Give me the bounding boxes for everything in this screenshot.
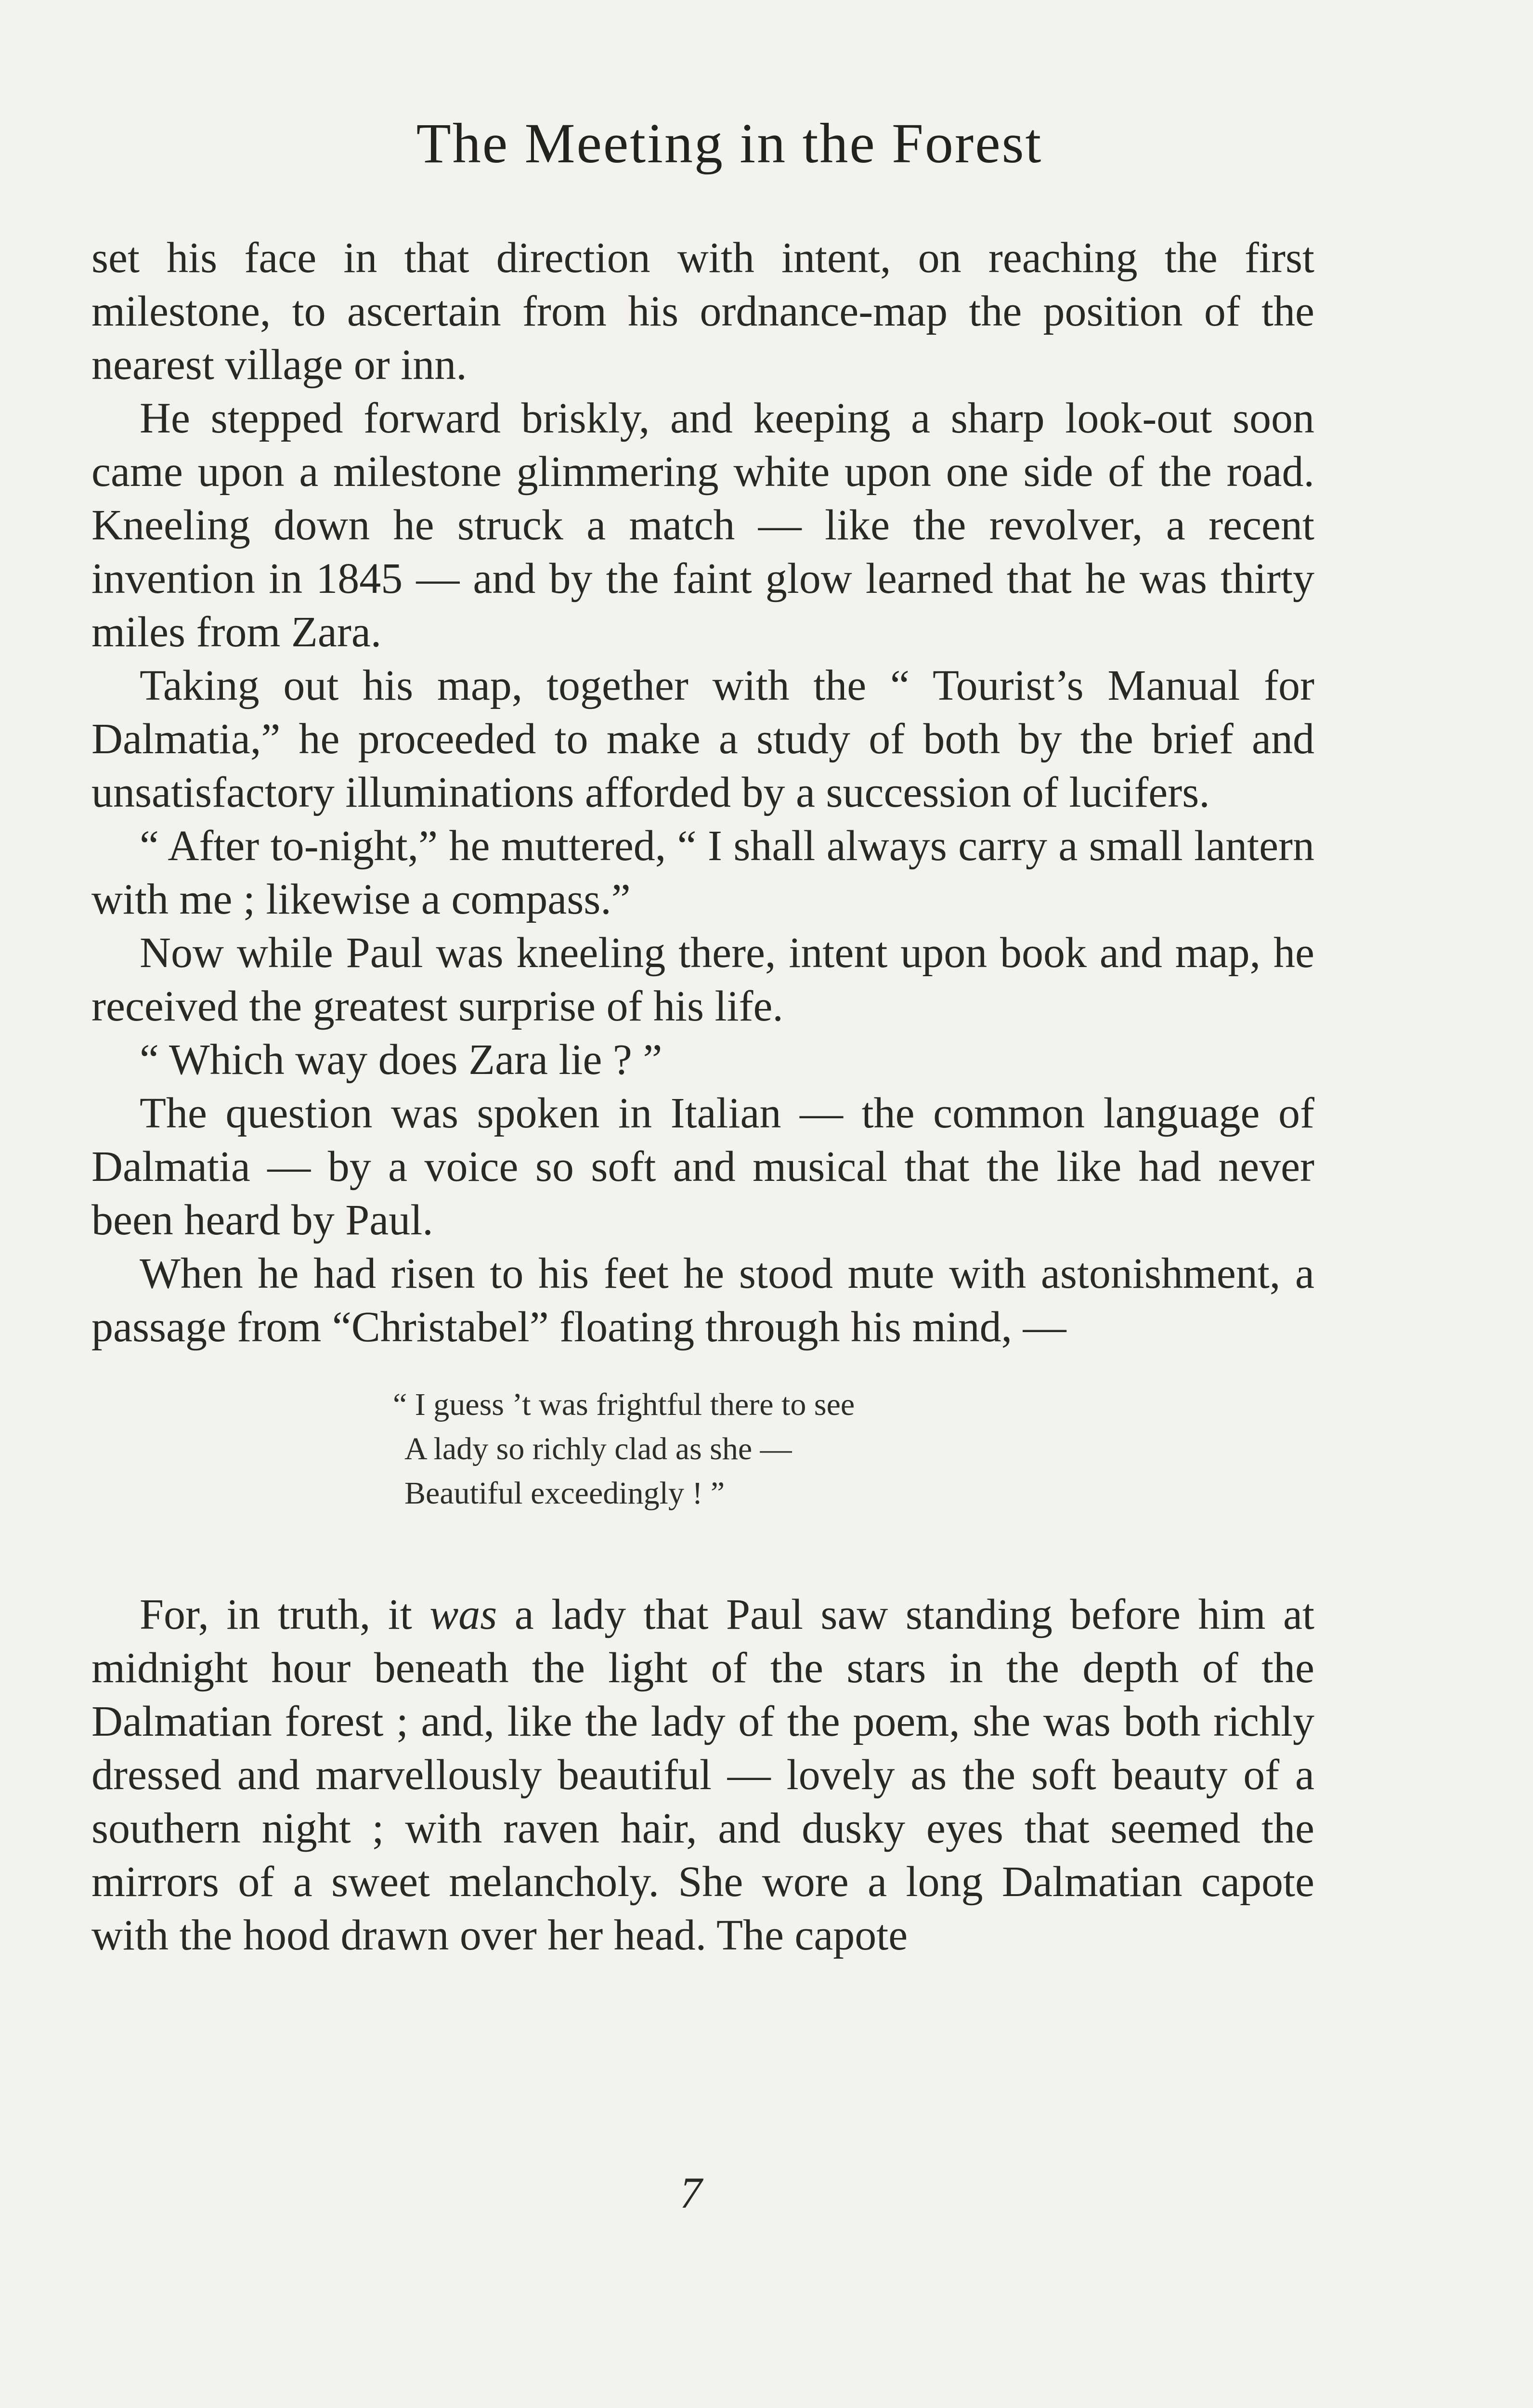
running-head: The Meeting in the Forest bbox=[416, 112, 1043, 175]
paragraph-9-rest: a lady that Paul saw standing before him at midnight hour beneath the light of the stars in the depth of the Dalmatian forest ; and, like the lady of the poem, she was both richly dressed and marvellously beautiful — lovely as the soft beauty of a southern night ; with raven hair, and dusky eyes that seemed the mirrors of a sweet melancholy. She wore a long Dalmatian capote with the hood drawn over her head. The capote bbox=[91, 1591, 1314, 1959]
verse-quotation bbox=[393, 1383, 1314, 1516]
verse-line-3: Beautiful exceedingly ! ” bbox=[404, 1476, 725, 1511]
verse-line-1: “ I guess ’t was frightful there to see bbox=[393, 1387, 855, 1422]
paragraph-5: Now while Paul was kneeling there, intent upon book and map, he received the greatest surprise of his life. bbox=[91, 929, 1314, 1030]
paragraph-2: He stepped forward briskly, and keeping a sharp look-out soon came upon a milestone glimmering white upon one side of the road. Kneeling down he struck a match — like the revolver, a recent invention in 1845 — and by the faint glow learned that he was thirty miles from Zara. bbox=[91, 394, 1314, 656]
body-text bbox=[91, 231, 1314, 1962]
paragraph-9 bbox=[91, 1588, 1314, 1962]
paragraph-4: “ After to-night,” he muttered, “ I shall always carry a small lantern with me ; likewise a compass.” bbox=[91, 822, 1314, 923]
paragraph-7: The question was spoken in Italian — the common language of Dalmatia — by a voice so soft and musical that the like had never been heard by Paul. bbox=[91, 1089, 1314, 1244]
paragraph-1: set his face in that direction with intent, on reaching the first milestone, to ascertain from his ordnance-map the position of the nearest village or inn. bbox=[91, 234, 1314, 389]
emphasis-was: was bbox=[429, 1591, 497, 1638]
paragraph-6: “ Which way does Zara lie ? ” bbox=[140, 1036, 663, 1084]
page-number: 7 bbox=[680, 2168, 702, 2217]
paragraph-3: Taking out his map, together with the “ Tourist’s Manual for Dalmatia,” he proceeded to make a study of both by the brief and unsatisfactory illuminations afforded by a succession of lucifers. bbox=[91, 662, 1314, 816]
paragraph-9-start: For, in truth, it bbox=[140, 1591, 430, 1638]
verse-line-2: A lady so richly clad as she — bbox=[404, 1431, 792, 1466]
paragraph-8: When he had risen to his feet he stood mute with astonishment, a passage from “Christabel” floating through his mind, — bbox=[91, 1250, 1314, 1351]
